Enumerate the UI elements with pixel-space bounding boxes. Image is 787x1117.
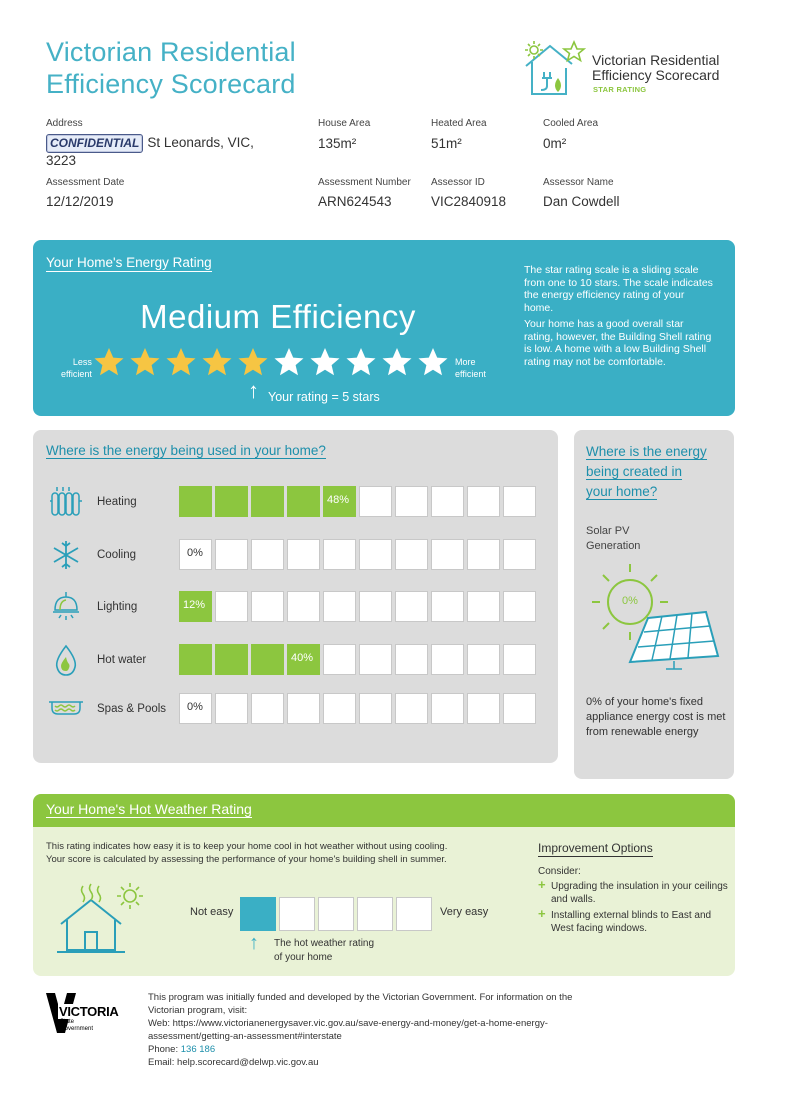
victoria-wordmark: VICTORIA [59, 1004, 119, 1019]
usage-cell [503, 539, 536, 570]
usage-cell [359, 539, 392, 570]
footer-web-link[interactable]: Web: https://www.victorianenergysaver.vic.gov.au/save-energy-and-money/get-a-home-energy- [148, 1018, 548, 1029]
energy-row-lighting [33, 590, 558, 624]
row-label: Heating [97, 496, 137, 508]
star-filled-icon [201, 346, 233, 378]
renewable-footnote: 0% of your home's fixed appliance energy cost is met from renewable energy [586, 696, 726, 738]
house-plug-star-icon [520, 38, 586, 98]
improvement-item: + Installing external blinds to East and West facing windows. [538, 906, 712, 934]
efficiency-level: Medium Efficiency [140, 298, 416, 335]
hot-weather-scale [240, 897, 432, 931]
usage-percent: 0% [187, 701, 203, 713]
confidential-stamp: CONFIDENTIAL [46, 134, 143, 153]
hot-weather-header-bar [33, 794, 735, 827]
usage-bar [179, 644, 539, 676]
usage-cell [503, 644, 536, 675]
usage-bar [179, 591, 539, 623]
hot-house-icon [55, 880, 155, 958]
more-efficient-label: More efficient [455, 357, 486, 379]
usage-cell [287, 539, 320, 570]
star-rating-explanation: The star rating scale is a sliding scale from one to 10 stars. The scale indicates the energy efficiency rating of your home. Your home has a good overall star rating, however, the Building Shell rating is low. A home with a low Building Shell rating may not be comfortable. [524, 264, 713, 368]
solar-percent: 0% [622, 595, 638, 607]
star-filled-icon [165, 346, 197, 378]
usage-cell-filled [251, 486, 284, 517]
usage-cell [395, 539, 428, 570]
star-empty-icon [309, 346, 341, 378]
star-filled-icon [129, 346, 161, 378]
pool-icon [47, 692, 85, 726]
usage-cell [359, 486, 392, 517]
usage-cell [395, 486, 428, 517]
usage-cell [467, 644, 500, 675]
hot-weather-heading: Your Home's Hot Weather Rating [46, 801, 252, 817]
energy-row-hot-water [33, 643, 558, 677]
hot-weather-cell-filled [240, 897, 276, 931]
up-arrow-icon: ↑ [249, 932, 259, 954]
star-rating-scale [93, 346, 449, 378]
less-efficient-label: Less efficient [61, 357, 92, 379]
usage-cell [431, 644, 464, 675]
solar-pv-label: Solar PV Generation [586, 525, 641, 552]
not-easy-label: Not easy [190, 906, 234, 918]
snowflake-icon [47, 538, 85, 572]
energy-rating-heading: Your Home's Energy Rating [46, 255, 212, 270]
star-empty-icon [273, 346, 305, 378]
assessment-number-label: Assessment Number [318, 177, 411, 188]
energy-row-spas-pools [33, 692, 558, 726]
victoria-government-logo [46, 993, 126, 1035]
usage-cell [503, 591, 536, 622]
usage-cell [395, 644, 428, 675]
plus-icon: + [538, 906, 546, 921]
usage-cell [431, 486, 464, 517]
improvement-options [538, 839, 728, 935]
usage-cell [359, 591, 392, 622]
usage-cell [287, 693, 320, 724]
hot-weather-cell [396, 897, 432, 931]
usage-cell [359, 693, 392, 724]
hot-weather-cell [357, 897, 393, 931]
assessment-date-label: Assessment Date [46, 177, 125, 188]
very-easy-label: Very easy [440, 906, 489, 918]
footer-web-link-cont[interactable]: assessment/getting-an-assessment#interstate [148, 1031, 342, 1042]
state-government-text: State Government [60, 1019, 94, 1032]
energy-created-heading: Where is the energy being created in your home? [586, 444, 707, 499]
hot-weather-cell [279, 897, 315, 931]
usage-cell [323, 591, 356, 622]
assessor-name-label: Assessor Name [543, 177, 614, 188]
usage-cell [503, 486, 536, 517]
assessment-number-value: ARN624543 [318, 194, 392, 209]
phone-number[interactable]: 136 186 [180, 1044, 216, 1055]
heated-area-label: Heated Area [431, 118, 487, 129]
usage-cell-filled [215, 644, 248, 675]
usage-bar [179, 486, 539, 518]
energy-created-panel [574, 430, 734, 779]
heated-area-value: 51m² [431, 136, 462, 151]
cooled-area-value: 0m² [543, 136, 567, 151]
star-empty-icon [345, 346, 377, 378]
row-label: Spas & Pools [97, 703, 167, 715]
usage-percent: 12% [183, 599, 206, 611]
star-filled-icon [237, 346, 269, 378]
usage-cell [467, 486, 500, 517]
house-area-value: 135m² [318, 136, 357, 151]
lamp-icon [47, 590, 85, 624]
usage-cell-filled [179, 486, 212, 517]
usage-cell [395, 591, 428, 622]
usage-cell [251, 591, 284, 622]
improvement-item: + Upgrading the insulation in your ceilings and walls. [538, 877, 728, 905]
consider-label: Consider: [538, 866, 581, 877]
row-label: Lighting [97, 601, 138, 613]
usage-cell [467, 693, 500, 724]
assessment-date-value: 12/12/2019 [46, 194, 114, 209]
usage-cell [323, 693, 356, 724]
logo-text: Victorian Residential Efficiency Scorecard [592, 52, 720, 83]
usage-bar [179, 539, 539, 571]
your-rating-text: Your rating = 5 stars [268, 390, 380, 404]
cooled-area-label: Cooled Area [543, 118, 599, 129]
usage-cell [503, 693, 536, 724]
star-empty-icon [417, 346, 449, 378]
energy-row-heating [33, 485, 558, 519]
up-arrow-icon: ↑ [248, 378, 259, 403]
assessor-name-value: Dan Cowdell [543, 194, 620, 209]
row-label: Hot water [97, 654, 147, 666]
usage-percent: 0% [187, 547, 203, 559]
usage-cell [251, 693, 284, 724]
usage-cell [467, 591, 500, 622]
footer-info: This program was initially funded and developed by the Victorian Government. For information on the Victorian program, visit: Web: https://www.victorianenergysaver.vic.gov.au/save-energy-and-money/get-a-home-energy- assessment/getting-an-assessment#interstate Phone: 136 186 Email: help.scorecard@delwp.vic.gov.au [148, 991, 668, 1069]
usage-cell [215, 539, 248, 570]
usage-cell [215, 591, 248, 622]
plus-icon: + [538, 877, 546, 892]
footer-email[interactable]: Email: help.scorecard@delwp.vic.gov.au [148, 1057, 319, 1068]
usage-percent: 40% [291, 652, 314, 664]
logo-star-rating: STAR RATING [593, 85, 647, 94]
usage-cell [395, 693, 428, 724]
usage-cell [287, 591, 320, 622]
solar-panel-icon [582, 558, 732, 673]
usage-cell [323, 644, 356, 675]
energy-rating-panel [33, 240, 735, 416]
hot-weather-description: This rating indicates how easy it is to keep your home cool in hot weather without using cooling. Your score is calculated by assessing the performance of your home's building shell in summer. [46, 841, 448, 865]
usage-cell [431, 539, 464, 570]
hot-weather-cell [318, 897, 354, 931]
star-empty-icon [381, 346, 413, 378]
usage-cell [431, 591, 464, 622]
row-label: Cooling [97, 549, 136, 561]
usage-cell-filled [215, 486, 248, 517]
usage-percent: 48% [327, 494, 350, 506]
usage-cell [359, 644, 392, 675]
energy-use-heading: Where is the energy being used in your home? [46, 443, 326, 458]
hot-weather-caption: The hot weather rating of your home [274, 938, 375, 963]
energy-row-cooling [33, 538, 558, 572]
radiator-icon [47, 485, 85, 519]
energy-use-panel [33, 430, 558, 763]
assessor-id-value: VIC2840918 [431, 194, 507, 209]
usage-cell-filled [251, 644, 284, 675]
usage-cell-filled [287, 486, 320, 517]
hot-weather-panel [33, 794, 735, 976]
usage-bar [179, 693, 539, 725]
usage-cell [323, 539, 356, 570]
assessor-id-label: Assessor ID [431, 177, 485, 188]
water-drop-icon [47, 643, 85, 677]
star-filled-icon [93, 346, 125, 378]
usage-cell [467, 539, 500, 570]
address-label: Address [46, 118, 83, 129]
improvement-heading: Improvement Options [538, 841, 653, 855]
usage-cell [251, 539, 284, 570]
usage-cell [431, 693, 464, 724]
usage-cell [215, 693, 248, 724]
house-area-label: House Area [318, 118, 371, 129]
address-value: CONFIDENTIAL St Leonards, VIC, 3223 [46, 135, 254, 168]
usage-cell-filled [179, 644, 212, 675]
page-title: Victorian Residential Efficiency Scorecard [46, 37, 296, 99]
scorecard-logo [520, 38, 750, 100]
